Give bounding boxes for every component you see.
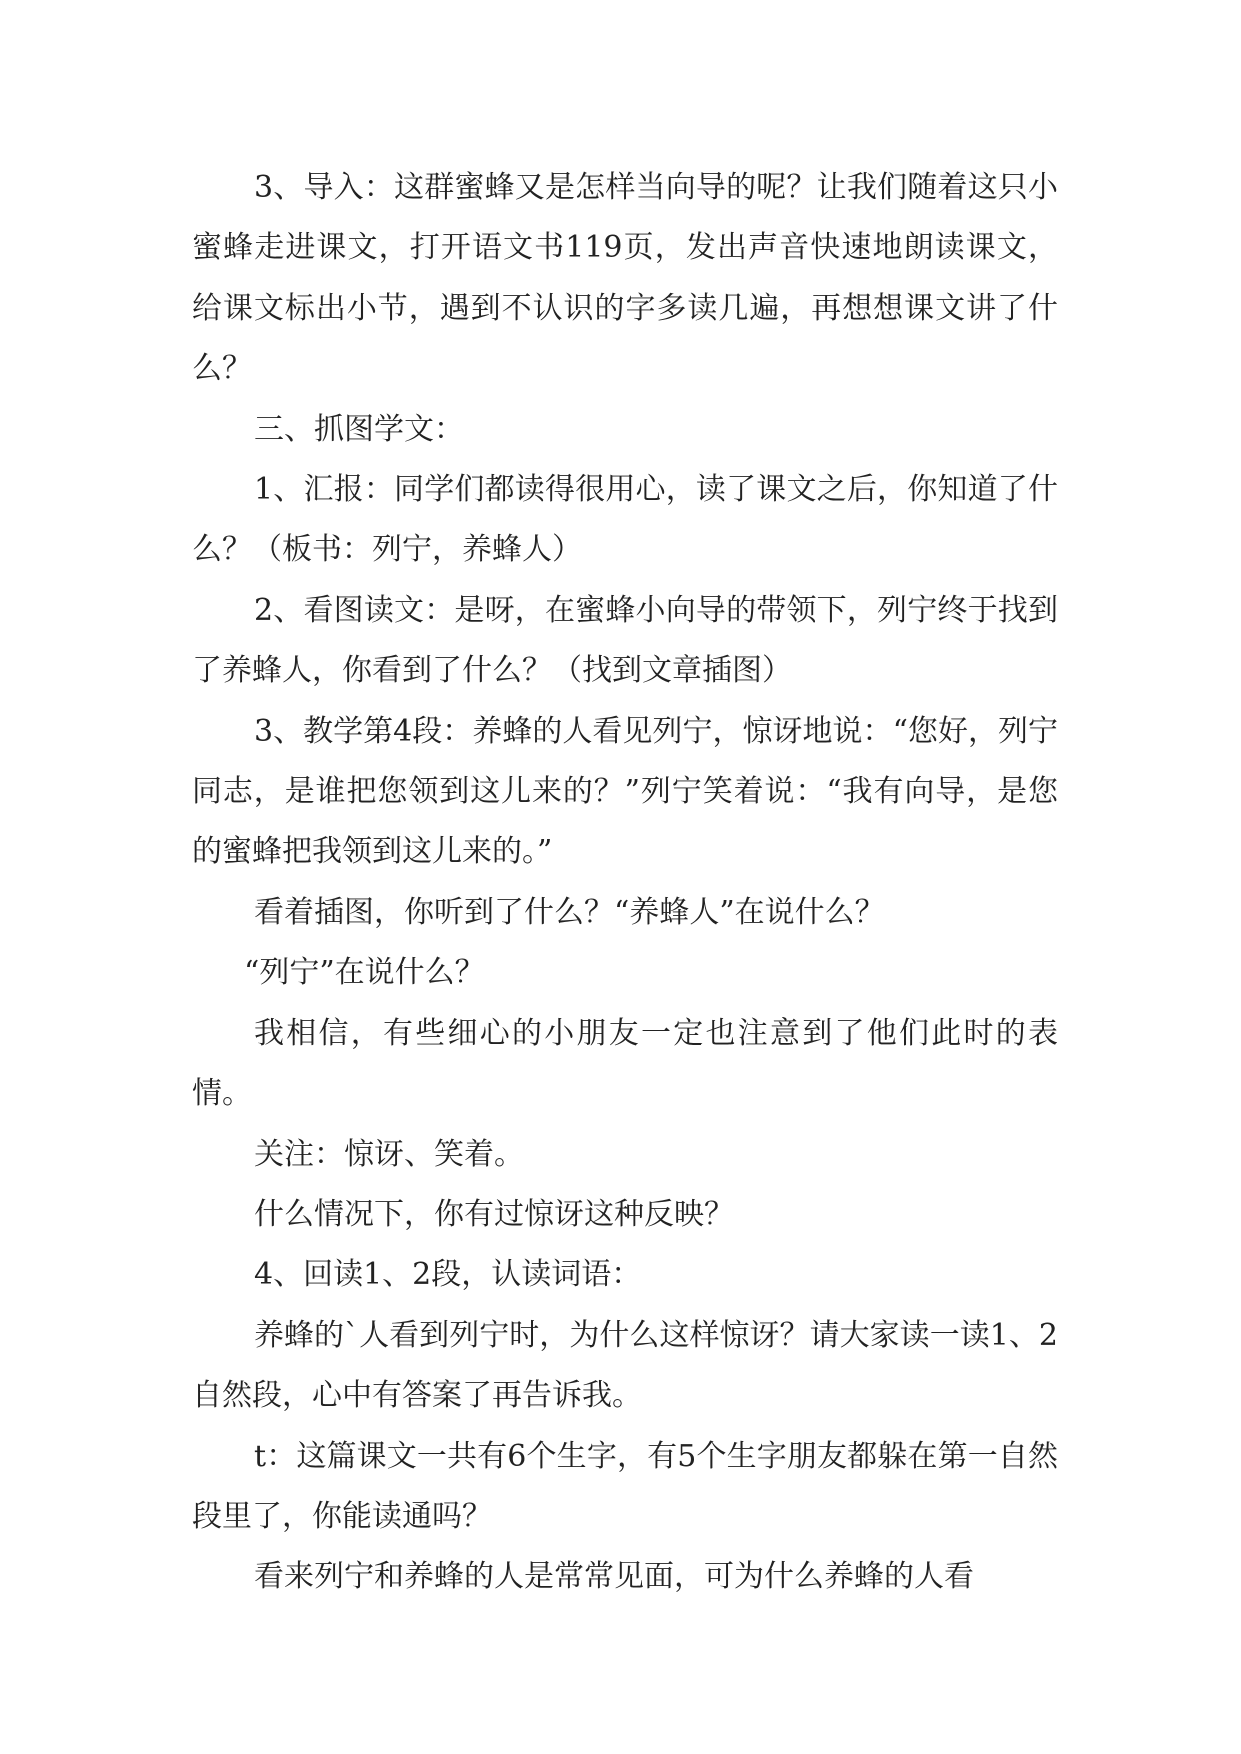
document-body — [192, 158, 1058, 1608]
paragraph-report: 1、汇报：同学们都读得很用心，读了课文之后，你知道了什么？（板书：列宁，养蜂人） — [192, 472, 1058, 568]
paragraph-teach-section-4: 3、教学第4段：养蜂的人看见列宁，惊讶地说：“您好，列宁同志，是谁把您领到这儿来的？”列宁笑着说：“我有向导，是您的蜜蜂把我领到这儿来的。” — [192, 713, 1058, 870]
paragraph-intro-guide: 3、导入：这群蜜蜂又是怎样当向导的呢？让我们随着这只小蜜蜂走进课文，打开语文书119页，发出声音快速地朗读课文，给课文标出小节，遇到不认识的字多读几遍，再想想课文讲了什么？ — [192, 170, 1058, 387]
paragraph-picture-reading: 2、看图读文：是呀，在蜜蜂小向导的带领下，列宁终于找到了养蜂人，你看到了什么？（找到文章插图） — [192, 592, 1058, 689]
paragraph-reread: 4、回读1、2段，认读词语： — [254, 1257, 642, 1293]
paragraph-question-beekeeper: 看着插图，你听到了什么？“养蜂人”在说什么？ — [254, 894, 885, 930]
paragraph-new-characters: t：这篇课文一共有6个生字，有5个生字朋友都躲在第一自然段里了，你能读通吗？ — [192, 1438, 1058, 1534]
paragraph-focus: 关注：惊讶、笑着。 — [254, 1136, 524, 1172]
paragraph-expression: 我相信，有些细心的小朋友一定也注意到了他们此时的表情。 — [192, 1015, 1058, 1112]
paragraph-why-surprised: 养蜂的`人看到列宁时，为什么这样惊讶？请大家读一读1、2自然段，心中有答案了再告诉我。 — [192, 1317, 1058, 1414]
paragraph-question-lenin: “列宁”在说什么？ — [244, 955, 485, 991]
paragraph-surprise-question: 什么情况下，你有过惊讶这种反映？ — [254, 1196, 734, 1232]
section-heading-picture-learning: 三、抓图学文： — [254, 411, 464, 447]
paragraph-continuation: 看来列宁和养蜂的人是常常见面，可为什么养蜂的人看 — [254, 1559, 974, 1595]
